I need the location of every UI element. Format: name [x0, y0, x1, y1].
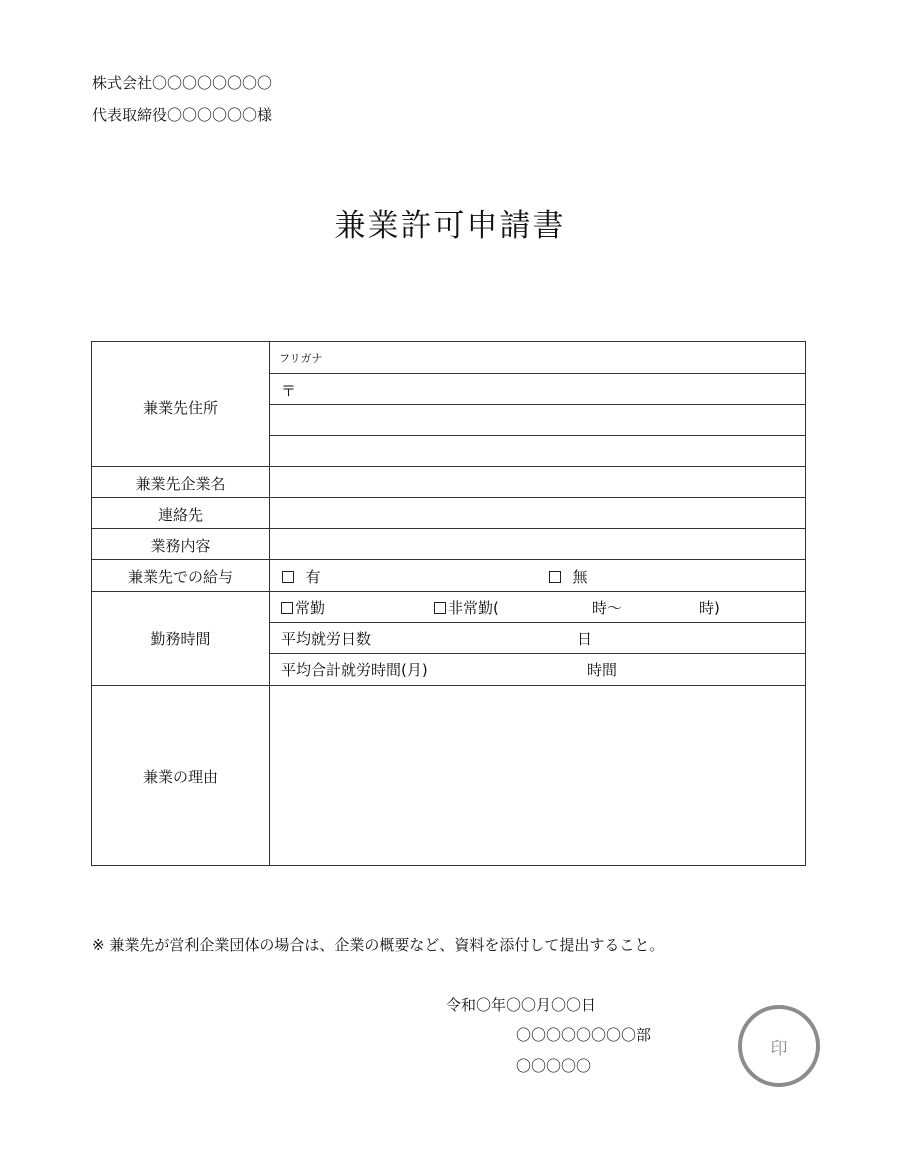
- application-form-table: [91, 341, 806, 866]
- parttime-from-unit: 時〜: [592, 599, 623, 617]
- salary-no-option[interactable]: [549, 566, 588, 587]
- contact-label: 連絡先: [157, 506, 203, 524]
- parttime-to-unit: 時): [699, 599, 720, 617]
- avg-days-label: 平均就労日数: [281, 630, 372, 648]
- parttime-option[interactable]: [434, 597, 499, 618]
- reason-field[interactable]: [270, 686, 805, 865]
- seal-label: 印: [770, 1038, 788, 1059]
- checkbox-icon[interactable]: [281, 602, 293, 614]
- salary-yes-option[interactable]: [282, 566, 321, 587]
- reason-label: 兼業の理由: [142, 768, 218, 786]
- applicant-department: 〇〇〇〇〇〇〇〇部: [516, 1026, 652, 1044]
- hours-label: 勤務時間: [150, 630, 211, 648]
- checkbox-icon[interactable]: [434, 602, 446, 614]
- checkbox-icon[interactable]: [282, 571, 294, 583]
- salary-yes-label: 有: [305, 568, 321, 586]
- attachment-note: ※ 兼業先が営利企業団体の場合は、企業の概要など、資料を添付して提出すること。: [92, 936, 665, 954]
- work-content-label: 業務内容: [150, 537, 211, 555]
- parttime-label: 非常勤(: [448, 599, 499, 617]
- address-line-2-field[interactable]: [270, 436, 805, 465]
- furigana-label: フリガナ: [279, 352, 323, 365]
- avg-hours-unit: 時間: [587, 661, 618, 679]
- company-name-field[interactable]: [270, 467, 805, 496]
- salary-no-label: 無: [572, 568, 588, 586]
- seal-stamp: [738, 1005, 820, 1087]
- work-content-field[interactable]: [270, 529, 805, 558]
- fulltime-label: 常勤: [295, 599, 326, 617]
- avg-hours-label: 平均合計就労時間(月): [281, 661, 428, 679]
- contact-field[interactable]: [270, 498, 805, 527]
- address-label: 兼業先住所: [142, 399, 218, 417]
- application-date: 令和〇年〇〇月〇〇日: [446, 996, 597, 1014]
- document-title: 兼業許可申請書: [334, 208, 566, 244]
- fulltime-option[interactable]: [281, 597, 325, 618]
- salary-label: 兼業先での給与: [127, 568, 233, 586]
- checkbox-icon[interactable]: [549, 571, 561, 583]
- addressee-company: 株式会社〇〇〇〇〇〇〇〇: [92, 74, 273, 92]
- addressee-representative: 代表取締役〇〇〇〇〇〇様: [92, 106, 273, 124]
- applicant-name: 〇〇〇〇〇: [516, 1057, 592, 1075]
- company-name-label: 兼業先企業名: [135, 475, 226, 493]
- address-line-1-field[interactable]: [270, 405, 805, 434]
- avg-days-unit: 日: [577, 630, 593, 648]
- postal-mark: 〒: [281, 382, 297, 400]
